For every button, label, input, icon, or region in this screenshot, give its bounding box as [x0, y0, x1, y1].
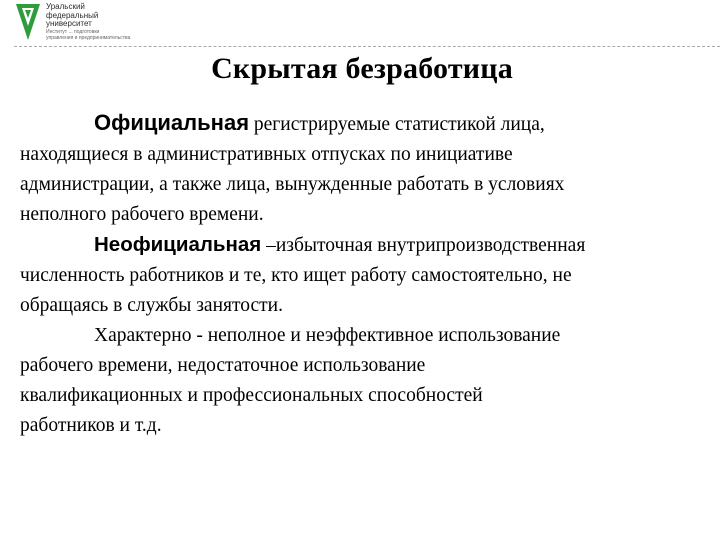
- definition-text: регистрируемые статистикой лица,: [249, 114, 545, 135]
- paragraph-line: находящиеся в административных отпусках по инициативе: [20, 144, 513, 165]
- paragraph-line: работников и т.д.: [20, 415, 162, 436]
- slide-body: [20, 108, 712, 441]
- paragraph-characteristic: [20, 321, 712, 441]
- paragraph-line: квалификационных и профессиональных способностей: [20, 385, 483, 406]
- paragraph-official: [20, 108, 712, 230]
- institute-name-line: управления и предпринимательства: [46, 34, 131, 41]
- term-unofficial: Неофициальная: [94, 233, 262, 256]
- paragraph-line: численность работников и те, кто ищет работу самостоятельно, не: [20, 265, 572, 286]
- paragraph-line: [20, 108, 712, 140]
- university-name-line: федеральный: [46, 10, 99, 20]
- institute-name: [46, 30, 130, 41]
- university-name: [46, 3, 98, 29]
- paragraph-line: рабочего времени, недостаточное использование: [20, 355, 426, 376]
- paragraph-line: неполного рабочего времени.: [20, 204, 264, 225]
- paragraph-line: [20, 230, 712, 261]
- term-official: Официальная: [94, 110, 250, 135]
- university-name-line: Уральский: [46, 2, 85, 11]
- definition-text: –избыточная внутрипроизводственная: [261, 235, 586, 256]
- university-logo: [14, 2, 174, 46]
- urfu-logo-mark-icon: [14, 2, 42, 42]
- university-name-line: университет: [46, 19, 92, 28]
- institute-name-line: Институт ... подготовки: [46, 29, 100, 35]
- slide-title: Скрытая безработица: [211, 52, 513, 85]
- paragraph-line: администрации, а также лица, вынужденные работать в условиях: [20, 174, 565, 195]
- paragraph-line: Характерно - неполное и неэффективное использование: [94, 325, 561, 346]
- paragraph-line: обращаясь в службы занятости.: [20, 295, 283, 316]
- header-divider: [14, 46, 720, 48]
- paragraph-unofficial: [20, 230, 712, 321]
